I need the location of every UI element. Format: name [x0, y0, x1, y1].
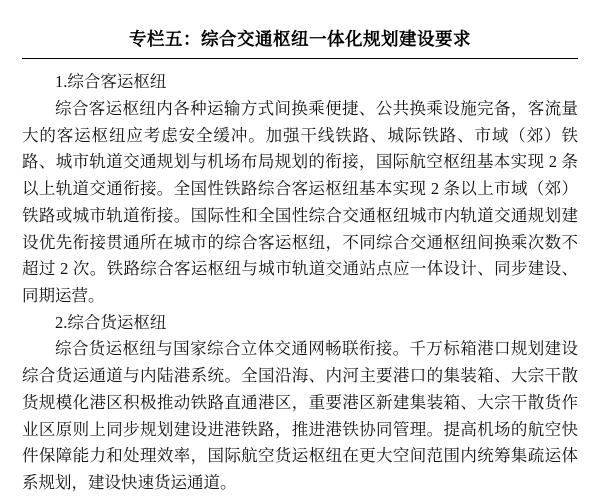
section-paragraph-1: 综合客运枢纽内各种运输方式间换乘便捷、公共换乘设施完备，客流量大的客运枢纽应考虑安全缓冲。加强干线铁路、城际铁路、市域（郊）铁路、城市轨道交通规划与机场布局规划的衔接，国际航空枢纽基本实现 2 条以上轨道交通衔接。全国性铁路综合客运枢纽基本实现 2 条以上市域（郊）铁路或城市轨道衔接。国际性和全国性综合交通枢纽城市内轨道交通规划建设优先衔接贯通所在城市的综合客运枢纽，不同综合交通枢纽间换乘次数不超过 2 次。铁路综合客运枢纽与城市轨道交通站点应一体设计、同步建设、同期运营。	[22, 98, 578, 305]
title-underline	[22, 58, 578, 59]
section-heading-1: 1.综合客运枢纽	[55, 72, 167, 92]
page-title: 专栏五：综合交通枢纽一体化规划建设要求	[129, 29, 471, 49]
section-heading-2: 2.综合货运枢纽	[55, 312, 167, 332]
section-paragraph-2: 综合货运枢纽与国家综合立体交通网畅联衔接。千万标箱港口规划建设综合货运通道与内陆港系统。全国沿海、内河主要港口的集装箱、大宗干散货规模化港区积极推动铁路直通港区，重要港区新建集装箱、大宗干散货作业区原则上同步规划建设进港铁路，推进港铁协同管理。提高机场的航空快件保障能力和处理效率，国际航空货运枢纽在更大空间范围内统筹集疏运体系规划，建设快速货运通道。	[22, 339, 578, 493]
